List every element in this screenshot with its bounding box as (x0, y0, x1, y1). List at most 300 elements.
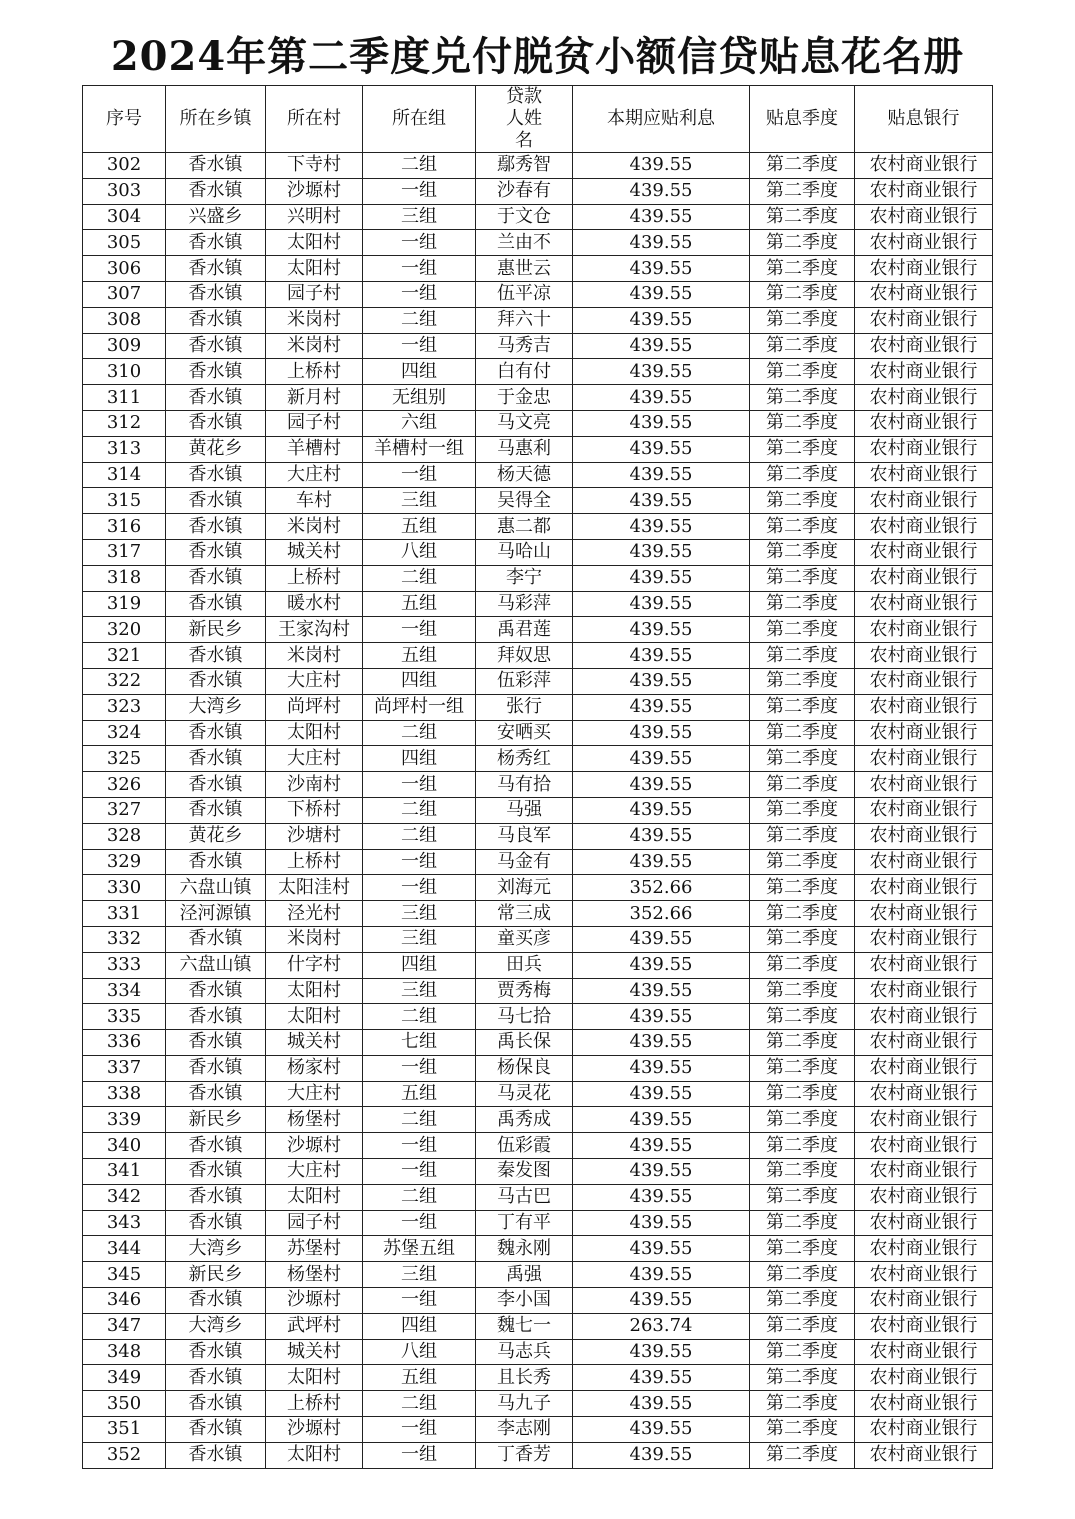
cell-bank: 农村商业银行 (855, 1442, 993, 1468)
cell-village: 米岗村 (266, 643, 363, 669)
cell-borrower-name: 于文仓 (476, 204, 573, 230)
table-row (83, 849, 993, 875)
cell-index: 321 (83, 643, 166, 669)
cell-village: 米岗村 (266, 926, 363, 952)
cell-index: 308 (83, 307, 166, 333)
cell-borrower-name: 马志兵 (476, 1339, 573, 1365)
cell-bank: 农村商业银行 (855, 1030, 993, 1056)
header-village: 所在村 (266, 86, 363, 153)
cell-village: 沙塬村 (266, 1417, 363, 1443)
cell-village: 大庄村 (266, 1081, 363, 1107)
cell-borrower-name: 马金有 (476, 849, 573, 875)
cell-quarter: 第二季度 (750, 694, 855, 720)
cell-quarter: 第二季度 (750, 978, 855, 1004)
cell-bank: 农村商业银行 (855, 1391, 993, 1417)
cell-bank: 农村商业银行 (855, 1288, 993, 1314)
cell-township: 兴盛乡 (166, 204, 266, 230)
cell-interest: 439.55 (573, 591, 750, 617)
table-row (83, 281, 993, 307)
table-row (83, 746, 993, 772)
cell-borrower-name: 魏七一 (476, 1313, 573, 1339)
cell-borrower-name: 马强 (476, 797, 573, 823)
cell-group: 三组 (363, 978, 476, 1004)
cell-bank: 农村商业银行 (855, 849, 993, 875)
cell-village: 城关村 (266, 539, 363, 565)
cell-borrower-name: 马九子 (476, 1391, 573, 1417)
table-row (83, 1030, 993, 1056)
cell-interest: 439.55 (573, 436, 750, 462)
table-row (83, 1365, 993, 1391)
cell-group: 一组 (363, 1133, 476, 1159)
cell-bank: 农村商业银行 (855, 359, 993, 385)
cell-village: 太阳村 (266, 720, 363, 746)
cell-index: 345 (83, 1262, 166, 1288)
cell-group: 四组 (363, 1313, 476, 1339)
cell-index: 340 (83, 1133, 166, 1159)
cell-group: 三组 (363, 901, 476, 927)
cell-township: 香水镇 (166, 1288, 266, 1314)
cell-township: 香水镇 (166, 1184, 266, 1210)
cell-bank: 农村商业银行 (855, 436, 993, 462)
cell-quarter: 第二季度 (750, 281, 855, 307)
cell-index: 352 (83, 1442, 166, 1468)
cell-bank: 农村商业银行 (855, 1159, 993, 1185)
cell-township: 新民乡 (166, 1262, 266, 1288)
cell-bank: 农村商业银行 (855, 901, 993, 927)
table-row (83, 488, 993, 514)
cell-quarter: 第二季度 (750, 849, 855, 875)
cell-township: 香水镇 (166, 1442, 266, 1468)
table-row (83, 333, 993, 359)
cell-group: 三组 (363, 204, 476, 230)
table-row (83, 1262, 993, 1288)
cell-index: 316 (83, 514, 166, 540)
cell-village: 杨家村 (266, 1055, 363, 1081)
cell-quarter: 第二季度 (750, 1339, 855, 1365)
cell-village: 上桥村 (266, 849, 363, 875)
cell-quarter: 第二季度 (750, 643, 855, 669)
cell-group: 一组 (363, 1288, 476, 1314)
cell-borrower-name: 马有拾 (476, 772, 573, 798)
cell-village: 大庄村 (266, 746, 363, 772)
cell-bank: 农村商业银行 (855, 823, 993, 849)
cell-township: 香水镇 (166, 1417, 266, 1443)
cell-index: 337 (83, 1055, 166, 1081)
cell-quarter: 第二季度 (750, 797, 855, 823)
cell-index: 347 (83, 1313, 166, 1339)
cell-interest: 352.66 (573, 875, 750, 901)
cell-village: 下桥村 (266, 797, 363, 823)
cell-quarter: 第二季度 (750, 410, 855, 436)
cell-group: 一组 (363, 849, 476, 875)
cell-village: 上桥村 (266, 359, 363, 385)
cell-village: 羊槽村 (266, 436, 363, 462)
cell-group: 一组 (363, 1417, 476, 1443)
cell-village: 太阳村 (266, 1184, 363, 1210)
cell-township: 香水镇 (166, 797, 266, 823)
cell-quarter: 第二季度 (750, 307, 855, 333)
cell-borrower-name: 吴得全 (476, 488, 573, 514)
cell-index: 338 (83, 1081, 166, 1107)
cell-township: 香水镇 (166, 772, 266, 798)
table-row (83, 926, 993, 952)
cell-index: 328 (83, 823, 166, 849)
table-row (83, 901, 993, 927)
cell-borrower-name: 惠二都 (476, 514, 573, 540)
cell-township: 六盘山镇 (166, 952, 266, 978)
cell-borrower-name: 禹强 (476, 1262, 573, 1288)
cell-village: 城关村 (266, 1030, 363, 1056)
cell-township: 香水镇 (166, 539, 266, 565)
cell-bank: 农村商业银行 (855, 875, 993, 901)
cell-index: 333 (83, 952, 166, 978)
cell-interest: 439.55 (573, 797, 750, 823)
cell-quarter: 第二季度 (750, 1262, 855, 1288)
table-row (83, 643, 993, 669)
cell-township: 大湾乡 (166, 1236, 266, 1262)
cell-quarter: 第二季度 (750, 1004, 855, 1030)
cell-village: 车村 (266, 488, 363, 514)
cell-township: 香水镇 (166, 178, 266, 204)
cell-township: 黄花乡 (166, 436, 266, 462)
cell-village: 太阳村 (266, 256, 363, 282)
cell-bank: 农村商业银行 (855, 1417, 993, 1443)
cell-bank: 农村商业银行 (855, 1210, 993, 1236)
cell-interest: 439.55 (573, 1133, 750, 1159)
cell-group: 二组 (363, 1004, 476, 1030)
cell-index: 317 (83, 539, 166, 565)
cell-borrower-name: 刘海元 (476, 875, 573, 901)
cell-township: 香水镇 (166, 1210, 266, 1236)
cell-group: 无组别 (363, 385, 476, 411)
cell-index: 334 (83, 978, 166, 1004)
cell-index: 329 (83, 849, 166, 875)
cell-borrower-name: 马秀吉 (476, 333, 573, 359)
cell-group: 五组 (363, 1365, 476, 1391)
cell-bank: 农村商业银行 (855, 1262, 993, 1288)
cell-township: 新民乡 (166, 1107, 266, 1133)
cell-quarter: 第二季度 (750, 1313, 855, 1339)
cell-village: 太阳村 (266, 1365, 363, 1391)
cell-township: 香水镇 (166, 153, 266, 179)
cell-village: 米岗村 (266, 333, 363, 359)
header-interest: 本期应贴利息 (573, 86, 750, 153)
cell-interest: 439.55 (573, 307, 750, 333)
cell-interest: 439.55 (573, 1159, 750, 1185)
cell-bank: 农村商业银行 (855, 1184, 993, 1210)
cell-interest: 439.55 (573, 1442, 750, 1468)
cell-group: 二组 (363, 1107, 476, 1133)
cell-group: 八组 (363, 539, 476, 565)
cell-interest: 439.55 (573, 849, 750, 875)
cell-group: 羊槽村一组 (363, 436, 476, 462)
cell-bank: 农村商业银行 (855, 410, 993, 436)
cell-township: 香水镇 (166, 333, 266, 359)
cell-group: 三组 (363, 926, 476, 952)
cell-township: 六盘山镇 (166, 875, 266, 901)
cell-township: 香水镇 (166, 1004, 266, 1030)
table-row (83, 1055, 993, 1081)
cell-borrower-name: 伍彩萍 (476, 668, 573, 694)
table-row (83, 178, 993, 204)
cell-village: 兴明村 (266, 204, 363, 230)
cell-bank: 农村商业银行 (855, 1365, 993, 1391)
cell-group: 苏堡五组 (363, 1236, 476, 1262)
cell-quarter: 第二季度 (750, 1417, 855, 1443)
cell-index: 332 (83, 926, 166, 952)
cell-village: 城关村 (266, 1339, 363, 1365)
cell-village: 王家沟村 (266, 617, 363, 643)
cell-interest: 439.55 (573, 462, 750, 488)
cell-village: 沙塬村 (266, 178, 363, 204)
cell-bank: 农村商业银行 (855, 926, 993, 952)
cell-index: 348 (83, 1339, 166, 1365)
cell-township: 香水镇 (166, 1339, 266, 1365)
table-row (83, 1184, 993, 1210)
cell-index: 319 (83, 591, 166, 617)
cell-interest: 439.55 (573, 204, 750, 230)
cell-quarter: 第二季度 (750, 875, 855, 901)
cell-index: 310 (83, 359, 166, 385)
cell-township: 泾河源镇 (166, 901, 266, 927)
cell-interest: 439.55 (573, 514, 750, 540)
cell-group: 三组 (363, 488, 476, 514)
table-row (83, 1081, 993, 1107)
cell-borrower-name: 丁有平 (476, 1210, 573, 1236)
cell-quarter: 第二季度 (750, 178, 855, 204)
cell-borrower-name: 禹君莲 (476, 617, 573, 643)
cell-township: 香水镇 (166, 643, 266, 669)
table-row (83, 462, 993, 488)
cell-index: 318 (83, 565, 166, 591)
table-row (83, 1210, 993, 1236)
cell-group: 二组 (363, 565, 476, 591)
cell-group: 二组 (363, 307, 476, 333)
cell-quarter: 第二季度 (750, 230, 855, 256)
cell-group: 二组 (363, 823, 476, 849)
cell-index: 339 (83, 1107, 166, 1133)
cell-village: 太阳洼村 (266, 875, 363, 901)
cell-village: 杨堡村 (266, 1107, 363, 1133)
cell-index: 341 (83, 1159, 166, 1185)
cell-bank: 农村商业银行 (855, 643, 993, 669)
cell-index: 304 (83, 204, 166, 230)
cell-index: 349 (83, 1365, 166, 1391)
cell-interest: 439.55 (573, 823, 750, 849)
cell-interest: 439.55 (573, 1365, 750, 1391)
cell-quarter: 第二季度 (750, 385, 855, 411)
cell-village: 大庄村 (266, 462, 363, 488)
cell-group: 六组 (363, 410, 476, 436)
cell-village: 沙塬村 (266, 1133, 363, 1159)
cell-group: 五组 (363, 591, 476, 617)
cell-interest: 439.55 (573, 952, 750, 978)
cell-bank: 农村商业银行 (855, 1055, 993, 1081)
cell-group: 二组 (363, 1184, 476, 1210)
cell-quarter: 第二季度 (750, 333, 855, 359)
cell-interest: 439.55 (573, 720, 750, 746)
header-borrower-name: 贷款人姓名 (476, 86, 573, 153)
cell-township: 香水镇 (166, 1159, 266, 1185)
cell-quarter: 第二季度 (750, 591, 855, 617)
table-row (83, 385, 993, 411)
cell-quarter: 第二季度 (750, 565, 855, 591)
cell-quarter: 第二季度 (750, 462, 855, 488)
cell-group: 五组 (363, 514, 476, 540)
cell-group: 一组 (363, 875, 476, 901)
cell-village: 太阳村 (266, 978, 363, 1004)
cell-bank: 农村商业银行 (855, 385, 993, 411)
table-row (83, 153, 993, 179)
cell-interest: 439.55 (573, 1081, 750, 1107)
cell-village: 园子村 (266, 281, 363, 307)
cell-interest: 439.55 (573, 772, 750, 798)
cell-interest: 263.74 (573, 1313, 750, 1339)
cell-group: 尚坪村一组 (363, 694, 476, 720)
cell-township: 香水镇 (166, 410, 266, 436)
cell-township: 大湾乡 (166, 694, 266, 720)
header-quarter: 贴息季度 (750, 86, 855, 153)
cell-bank: 农村商业银行 (855, 720, 993, 746)
table-row (83, 823, 993, 849)
cell-bank: 农村商业银行 (855, 797, 993, 823)
cell-borrower-name: 马七拾 (476, 1004, 573, 1030)
cell-bank: 农村商业银行 (855, 1081, 993, 1107)
cell-interest: 439.55 (573, 617, 750, 643)
cell-quarter: 第二季度 (750, 1133, 855, 1159)
cell-quarter: 第二季度 (750, 952, 855, 978)
table-row (83, 307, 993, 333)
cell-quarter: 第二季度 (750, 746, 855, 772)
cell-interest: 439.55 (573, 333, 750, 359)
cell-index: 322 (83, 668, 166, 694)
table-row (83, 436, 993, 462)
cell-index: 335 (83, 1004, 166, 1030)
cell-township: 香水镇 (166, 307, 266, 333)
table-row (83, 1313, 993, 1339)
cell-bank: 农村商业银行 (855, 617, 993, 643)
cell-interest: 439.55 (573, 230, 750, 256)
cell-interest: 439.55 (573, 1055, 750, 1081)
cell-township: 香水镇 (166, 1133, 266, 1159)
cell-borrower-name: 禹长保 (476, 1030, 573, 1056)
cell-bank: 农村商业银行 (855, 1339, 993, 1365)
table-row (83, 694, 993, 720)
cell-village: 下寺村 (266, 153, 363, 179)
cell-index: 343 (83, 1210, 166, 1236)
cell-group: 八组 (363, 1339, 476, 1365)
cell-quarter: 第二季度 (750, 1365, 855, 1391)
cell-index: 331 (83, 901, 166, 927)
cell-group: 四组 (363, 359, 476, 385)
cell-borrower-name: 张行 (476, 694, 573, 720)
cell-group: 二组 (363, 153, 476, 179)
cell-interest: 439.55 (573, 1004, 750, 1030)
cell-village: 上桥村 (266, 565, 363, 591)
table-row (83, 772, 993, 798)
table-row (83, 1159, 993, 1185)
cell-bank: 农村商业银行 (855, 1236, 993, 1262)
cell-borrower-name: 沙春有 (476, 178, 573, 204)
cell-index: 309 (83, 333, 166, 359)
cell-township: 大湾乡 (166, 1313, 266, 1339)
cell-bank: 农村商业银行 (855, 952, 993, 978)
cell-index: 320 (83, 617, 166, 643)
table-row (83, 797, 993, 823)
cell-bank: 农村商业银行 (855, 746, 993, 772)
roster-table (82, 85, 993, 1469)
cell-quarter: 第二季度 (750, 436, 855, 462)
cell-quarter: 第二季度 (750, 1030, 855, 1056)
cell-group: 七组 (363, 1030, 476, 1056)
cell-village: 太阳村 (266, 230, 363, 256)
cell-group: 一组 (363, 462, 476, 488)
cell-borrower-name: 伍彩霞 (476, 1133, 573, 1159)
cell-village: 新月村 (266, 385, 363, 411)
cell-group: 二组 (363, 1391, 476, 1417)
cell-township: 香水镇 (166, 256, 266, 282)
cell-index: 326 (83, 772, 166, 798)
cell-quarter: 第二季度 (750, 1159, 855, 1185)
cell-quarter: 第二季度 (750, 720, 855, 746)
cell-bank: 农村商业银行 (855, 204, 993, 230)
table-row (83, 1004, 993, 1030)
cell-borrower-name: 于金忠 (476, 385, 573, 411)
cell-quarter: 第二季度 (750, 1442, 855, 1468)
cell-interest: 439.55 (573, 1288, 750, 1314)
cell-quarter: 第二季度 (750, 488, 855, 514)
cell-quarter: 第二季度 (750, 1236, 855, 1262)
cell-borrower-name: 马文亮 (476, 410, 573, 436)
cell-index: 336 (83, 1030, 166, 1056)
cell-borrower-name: 田兵 (476, 952, 573, 978)
cell-bank: 农村商业银行 (855, 591, 993, 617)
cell-bank: 农村商业银行 (855, 1313, 993, 1339)
cell-bank: 农村商业银行 (855, 230, 993, 256)
table-row (83, 952, 993, 978)
cell-index: 324 (83, 720, 166, 746)
cell-group: 四组 (363, 668, 476, 694)
cell-township: 黄花乡 (166, 823, 266, 849)
cell-group: 一组 (363, 333, 476, 359)
cell-township: 香水镇 (166, 565, 266, 591)
table-row (83, 565, 993, 591)
table-row (83, 256, 993, 282)
cell-group: 五组 (363, 643, 476, 669)
table-row (83, 875, 993, 901)
table-row (83, 230, 993, 256)
cell-bank: 农村商业银行 (855, 178, 993, 204)
cell-bank: 农村商业银行 (855, 1004, 993, 1030)
cell-quarter: 第二季度 (750, 668, 855, 694)
table-row (83, 1107, 993, 1133)
cell-bank: 农村商业银行 (855, 307, 993, 333)
cell-index: 306 (83, 256, 166, 282)
cell-index: 323 (83, 694, 166, 720)
table-row (83, 1236, 993, 1262)
cell-group: 四组 (363, 952, 476, 978)
cell-borrower-name: 马良军 (476, 823, 573, 849)
cell-group: 二组 (363, 720, 476, 746)
table-row (83, 359, 993, 385)
cell-quarter: 第二季度 (750, 1055, 855, 1081)
cell-group: 一组 (363, 1159, 476, 1185)
cell-village: 尚坪村 (266, 694, 363, 720)
table-row (83, 204, 993, 230)
cell-group: 一组 (363, 281, 476, 307)
cell-bank: 农村商业银行 (855, 333, 993, 359)
cell-bank: 农村商业银行 (855, 488, 993, 514)
